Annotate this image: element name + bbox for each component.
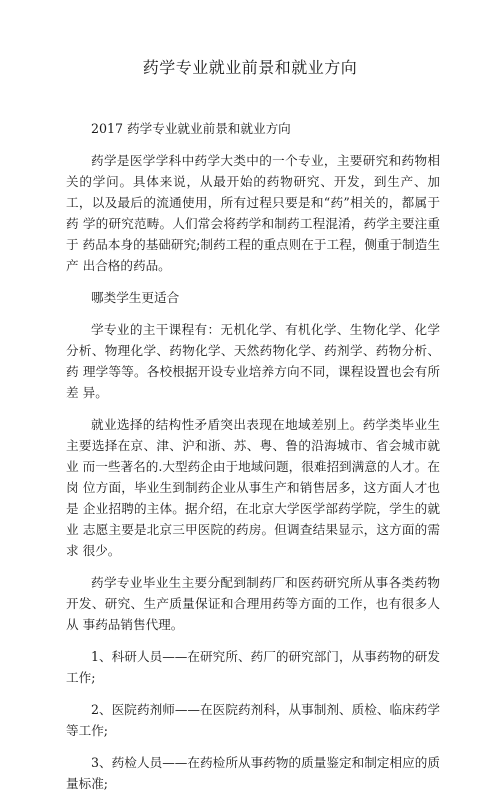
courses-paragraph: 学专业的主干课程有：无机化学、有机化学、生物化学、化学分析、物理化学、药物化学、天然药物化学、药剂学、药物分析、药 理学等等。各校根据开设专业培养方向不同，课程设置也会有所差 异。 <box>66 322 440 400</box>
list-item-researcher: 1、科研人员——在研究所、药厂的研究部门，从事药物的研发 工作; <box>66 649 440 685</box>
employment-paragraph: 就业选择的结构性矛盾突出表现在地域差别上。药学类毕业生主要选择在京、津、沪和浙、苏、粤、鲁的沿海城市、省会城市就业 而一些著名的.大型药企由于地域问题，很难招到满意的人才。在岗 位方面，毕业生到制药企业从事生产和销售居多，这方面人才也是 企业招聘的主体。据介绍，在北京大学医学部药学院，学生的就业 志愿主要是北京三甲医院的药房。但调查结果显示，这方面的需求 很少。 <box>66 417 440 558</box>
subtitle-paragraph: 2017 药学专业就业前景和就业方向 <box>91 121 291 136</box>
section-heading-suitability: 哪类学生更适合 <box>91 290 180 305</box>
list-item-inspector: 3、药检人员——在药检所从事药物的质量鉴定和制定相应的质 量标准; <box>66 755 440 791</box>
document-body <box>66 118 440 805</box>
intro-paragraph: 药学是医学学科中药学大类中的一个专业，主要研究和药物相关的学问。具体来说，从最开始的药物研究、开发，到生产、加工，以及最后的流通使用，所有过程只要是和“药”相关的，都属于药 学的研究范畴。人们常会将药学和制药工程混淆，药学主要注重于 药品本身的基础研究;制药工程的重点则在于工程，侧重于制造生产 出合格的药品。 <box>66 153 440 273</box>
graduate-destination-paragraph: 药学专业毕业生主要分配到制药厂和医药研究所从事各类药物开发、研究、生产质量保证和合理用药等方面的工作，也有很多人从 事药品销售代理。 <box>66 575 440 632</box>
list-item-pharmacist: 2、医院药剂师——在医院药剂科，从事制剂、质检、临床药学 等工作; <box>66 702 440 738</box>
document-title: 药学专业就业前景和就业方向 <box>142 58 358 77</box>
